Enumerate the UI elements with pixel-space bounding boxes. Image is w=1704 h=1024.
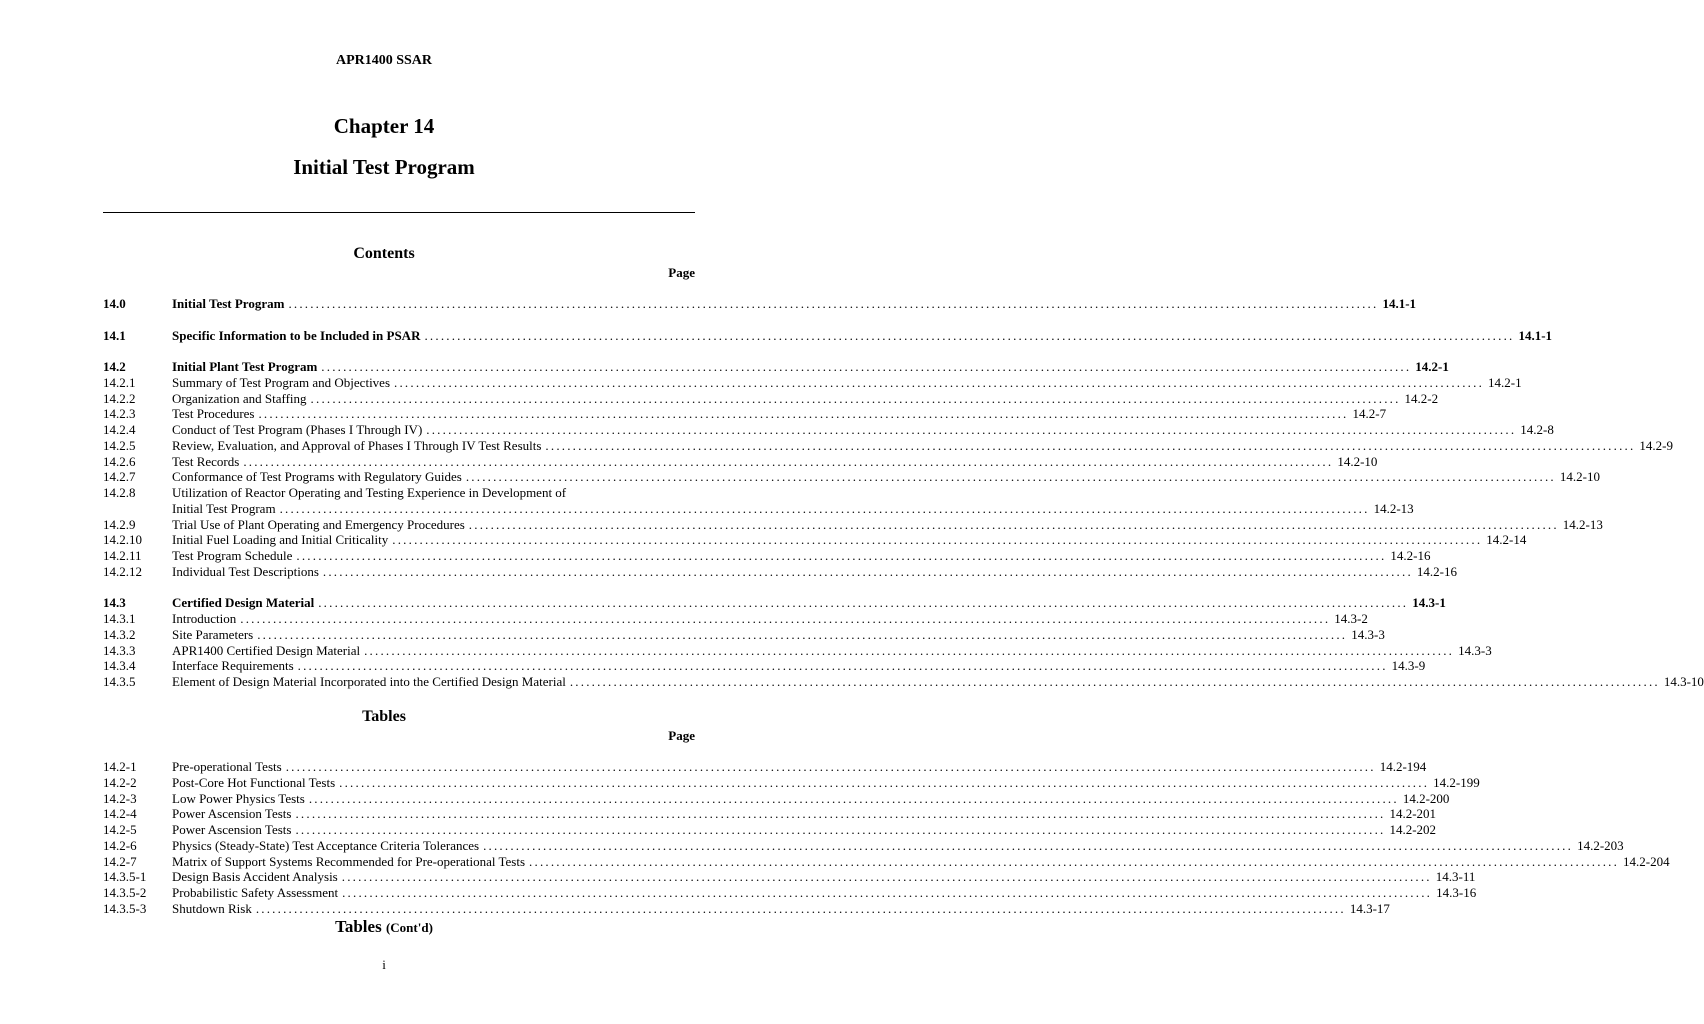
contents-entry[interactable] bbox=[103, 422, 1554, 438]
spacer bbox=[103, 343, 695, 359]
table-entry-number: 14.2-4 bbox=[103, 806, 137, 822]
table-entry-page: 14.2-200 bbox=[1402, 790, 1450, 806]
leader-dots: ........................................................................................................................................................................................................ bbox=[426, 422, 1517, 437]
contents-entry-number: 14.2.10 bbox=[103, 532, 142, 548]
contents-entry[interactable] bbox=[103, 359, 1449, 375]
contents-entry[interactable] bbox=[103, 406, 1387, 422]
contents-entry-page: 14.2-7 bbox=[1352, 406, 1387, 422]
document-header: APR1400 SSAR bbox=[335, 53, 433, 68]
table-entry-number: 14.2-1 bbox=[103, 759, 137, 774]
contents-entry[interactable] bbox=[103, 374, 1522, 391]
spacer bbox=[103, 312, 695, 328]
table-entry[interactable] bbox=[103, 900, 1390, 917]
leader-dots: ........................................................................................................................................................................................................ bbox=[318, 595, 1409, 611]
table-entry-title: Power Ascension Tests bbox=[172, 822, 292, 837]
contents-entry[interactable] bbox=[103, 453, 1378, 470]
leader-dots: ........................................................................................................................................................................................................ bbox=[465, 469, 1556, 485]
contents-entry[interactable] bbox=[103, 548, 1431, 564]
contents-entry-number: 14.3.1 bbox=[103, 611, 136, 626]
contents-entry[interactable] bbox=[103, 485, 695, 501]
contents-entry[interactable] bbox=[103, 437, 1674, 454]
contents-entry[interactable] bbox=[103, 516, 1603, 533]
leader-dots: ........................................................................................................................................................................................................ bbox=[310, 390, 1401, 406]
leader-dots: ........................................................................................................................................................................................................ bbox=[240, 611, 1331, 626]
table-entry-page: 14.2-202 bbox=[1389, 822, 1437, 837]
contents-entry-page: 14.2-16 bbox=[1390, 548, 1431, 563]
leader-dots: ........................................................................................................................................................................................................ bbox=[243, 453, 1334, 469]
contents-entry-page: 14.3-1 bbox=[1412, 595, 1446, 611]
contents-entry-number: 14.0 bbox=[103, 296, 126, 311]
leader-dots: ........................................................................................................................................................................................................ bbox=[545, 437, 1636, 453]
table-entry-page: 14.2-194 bbox=[1379, 759, 1427, 774]
contents-entry-title: Element of Design Material Incorporated into the Certified Design Material bbox=[172, 674, 566, 689]
contents-entry-title: Conformance of Test Programs with Regulatory Guides bbox=[172, 469, 462, 485]
table-entry-page: 14.2-204 bbox=[1623, 853, 1670, 869]
table-entry-page: 14.2-201 bbox=[1389, 806, 1437, 822]
leader-dots: ........................................................................................................................................................................................................ bbox=[468, 516, 1559, 532]
contents-entry-number: 14.2.11 bbox=[103, 548, 142, 563]
contents-entry-page: 14.2-9 bbox=[1639, 437, 1674, 453]
leader-dots: ........................................................................................................................................................................................................ bbox=[424, 327, 1515, 343]
contents-entry-page: 14.3-10 bbox=[1663, 674, 1704, 689]
leader-dots: ........................................................................................................................................................................................................ bbox=[258, 406, 1349, 422]
table-entry-title: Shutdown Risk bbox=[172, 900, 252, 916]
contents-entry[interactable] bbox=[103, 642, 1492, 659]
page-number: i bbox=[382, 957, 386, 972]
table-entry[interactable] bbox=[103, 806, 1437, 822]
table-entry-number: 14.3.5-3 bbox=[103, 900, 147, 916]
contents-entry-page: 14.2-8 bbox=[1520, 422, 1554, 437]
leader-dots: ........................................................................................................................................................................................................ bbox=[279, 500, 1370, 516]
leader-dots: ........................................................................................................................................................................................................ bbox=[257, 626, 1348, 642]
table-entry-title: Design Basis Accident Analysis bbox=[172, 869, 338, 885]
contents-entry-title: Interface Requirements bbox=[172, 658, 294, 674]
table-entry-title: Power Ascension Tests bbox=[172, 806, 292, 822]
contents-entry-page: 14.1-1 bbox=[1382, 296, 1417, 311]
table-entry[interactable] bbox=[103, 853, 1670, 870]
contents-entry-number: 14.2.9 bbox=[103, 516, 136, 532]
table-entry[interactable] bbox=[103, 837, 1624, 854]
table-entry-title: Post-Core Hot Functional Tests bbox=[172, 774, 336, 790]
tables-heading: Tables bbox=[362, 708, 406, 725]
spacer bbox=[103, 580, 695, 596]
tables-continued-heading bbox=[0, 917, 768, 937]
contents-entry[interactable] bbox=[103, 563, 1457, 580]
leader-dots: ........................................................................................................................................................................................................ bbox=[394, 374, 1485, 390]
contents-entry-page: 14.3-3 bbox=[1351, 626, 1385, 642]
table-entry-number: 14.2-6 bbox=[103, 837, 137, 853]
tables-page-column-label: Page bbox=[668, 728, 695, 743]
table-entry[interactable] bbox=[103, 759, 1427, 775]
contents-entry-title: Trial Use of Plant Operating and Emergency Procedures bbox=[172, 516, 465, 532]
contents-entry[interactable] bbox=[103, 469, 1600, 485]
contents-entry-title: Test Records bbox=[172, 453, 240, 469]
table-entry-page: 14.2-203 bbox=[1577, 837, 1624, 853]
contents-entry-page: 14.3-3 bbox=[1458, 642, 1492, 658]
contents-entry[interactable] bbox=[103, 500, 1414, 517]
table-entry-page: 14.3-17 bbox=[1349, 900, 1390, 916]
contents-entry-number: 14.2.3 bbox=[103, 406, 136, 422]
table-entry[interactable] bbox=[103, 774, 1480, 791]
contents-entry-number: 14.2.6 bbox=[103, 453, 136, 469]
contents-entry-page: 14.2-16 bbox=[1416, 563, 1457, 579]
contents-entry-title: Organization and Staffing bbox=[172, 390, 307, 406]
table-entry-number: 14.2-5 bbox=[103, 822, 137, 837]
contents-entry-number: 14.2.2 bbox=[103, 390, 136, 406]
contents-entry-title: Test Procedures bbox=[172, 406, 255, 422]
tables-continued-title: Tables bbox=[335, 917, 382, 936]
leader-dots: ........................................................................................................................................................................................................ bbox=[296, 548, 1387, 563]
contents-heading: Contents bbox=[353, 245, 415, 262]
table-entry-title: Probabilistic Safety Assessment bbox=[172, 885, 339, 900]
contents-entry-number: 14.1 bbox=[103, 327, 126, 343]
contents-entry[interactable] bbox=[103, 626, 1385, 643]
leader-dots: ........................................................................................................................................................................................................ bbox=[392, 532, 1483, 548]
leader-dots: ........................................................................................................................................................................................................ bbox=[342, 885, 1433, 900]
contents-entry-number: 14.3.5 bbox=[103, 674, 136, 689]
table-entry-title: Matrix of Support Systems Recommended for Pre-operational Tests bbox=[172, 853, 526, 869]
contents-entry-number: 14.2.8 bbox=[103, 485, 136, 500]
contents-entry[interactable] bbox=[103, 611, 1368, 627]
leader-dots: ........................................................................................................................................................................................................ bbox=[483, 837, 1574, 853]
leader-dots: ........................................................................................................................................................................................................ bbox=[321, 359, 1412, 374]
contents-entry-number: 14.3 bbox=[103, 595, 126, 611]
horizontal-rule bbox=[103, 212, 695, 213]
table-entry-number: 14.3.5-2 bbox=[103, 885, 147, 900]
contents-entry-page: 14.2-10 bbox=[1337, 453, 1378, 469]
leader-dots: ........................................................................................................................................................................................................ bbox=[529, 853, 1620, 869]
chapter-title: Initial Test Program bbox=[293, 155, 475, 179]
leader-dots: ........................................................................................................................................................................................................ bbox=[341, 869, 1432, 885]
contents-entry-number: 14.3.2 bbox=[103, 626, 136, 642]
contents-entry-title: Initial Test Program bbox=[172, 296, 285, 311]
leader-dots: ........................................................................................................................................................................................................ bbox=[295, 806, 1386, 822]
contents-list bbox=[103, 296, 1704, 690]
table-entry-page: 14.2-199 bbox=[1433, 774, 1480, 790]
contents-entry-page: 14.2-1 bbox=[1415, 359, 1449, 374]
contents-entry-title: Introduction bbox=[172, 611, 237, 626]
leader-dots: ........................................................................................................................................................................................................ bbox=[322, 563, 1413, 579]
contents-entry-page: 14.3-2 bbox=[1334, 611, 1368, 626]
table-entry-page: 14.3-16 bbox=[1436, 885, 1477, 900]
contents-entry-number: 14.2.4 bbox=[103, 422, 136, 437]
contents-entry-number: 14.2.7 bbox=[103, 469, 136, 485]
continued-suffix: (Cont'd) bbox=[385, 920, 433, 935]
contents-entry-title: Certified Design Material bbox=[172, 595, 315, 611]
contents-entry-page: 14.2-13 bbox=[1562, 516, 1603, 532]
contents-entry-number: 14.3.3 bbox=[103, 642, 136, 658]
contents-entry-title: Utilization of Reactor Operating and Testing Experience in Development of bbox=[172, 485, 567, 500]
table-entry[interactable] bbox=[103, 885, 1477, 901]
leader-dots: ........................................................................................................................................................................................................ bbox=[285, 759, 1376, 774]
table-entry-page: 14.3-11 bbox=[1435, 869, 1476, 885]
contents-entry-title: Specific Information to be Included in PSAR bbox=[172, 327, 421, 343]
contents-entry-number: 14.2 bbox=[103, 359, 126, 374]
leader-dots: ........................................................................................................................................................................................................ bbox=[339, 774, 1430, 790]
table-entry-number: 14.2-2 bbox=[103, 774, 137, 790]
contents-entry-page: 14.2-10 bbox=[1559, 469, 1600, 485]
contents-entry[interactable] bbox=[103, 532, 1527, 548]
leader-dots: ........................................................................................................................................................................................................ bbox=[308, 790, 1399, 806]
contents-entry-title: Review, Evaluation, and Approval of Phases I Through IV Test Results bbox=[172, 437, 542, 453]
leader-dots: ........................................................................................................................................................................................................ bbox=[288, 296, 1379, 311]
table-entry-number: 14.2-7 bbox=[103, 853, 137, 869]
table-entry-number: 14.3.5-1 bbox=[103, 869, 147, 885]
contents-entry-title: Summary of Test Program and Objectives bbox=[172, 374, 391, 390]
table-entry[interactable] bbox=[103, 869, 1476, 885]
contents-entry-page: 14.2-2 bbox=[1404, 390, 1439, 406]
contents-entry-number: 14.3.4 bbox=[103, 658, 136, 674]
leader-dots: ........................................................................................................................................................................................................ bbox=[295, 822, 1386, 837]
contents-entry-number: 14.2.12 bbox=[103, 563, 142, 579]
contents-entry-page: 14.2-14 bbox=[1486, 532, 1527, 548]
table-entry[interactable] bbox=[103, 822, 1437, 838]
contents-entry-title: Conduct of Test Program (Phases I Through IV) bbox=[172, 422, 423, 437]
contents-entry-page: 14.1-1 bbox=[1518, 327, 1553, 343]
contents-entry-title: Initial Test Program bbox=[172, 500, 276, 516]
table-entry-number: 14.2-3 bbox=[103, 790, 137, 806]
contents-entry[interactable] bbox=[103, 296, 1417, 312]
contents-entry-page: 14.2-1 bbox=[1488, 374, 1522, 390]
tables-list bbox=[103, 759, 1670, 917]
leader-dots: ........................................................................................................................................................................................................ bbox=[255, 900, 1346, 916]
leader-dots: ........................................................................................................................................................................................................ bbox=[364, 642, 1455, 658]
chapter-label: Chapter 14 bbox=[333, 114, 435, 138]
contents-entry-title: APR1400 Certified Design Material bbox=[172, 642, 361, 658]
contents-entry-number: 14.2.5 bbox=[103, 437, 136, 453]
contents-entry-page: 14.3-9 bbox=[1391, 658, 1426, 674]
contents-entry-number: 14.2.1 bbox=[103, 374, 136, 390]
contents-entry-title: Individual Test Descriptions bbox=[172, 563, 319, 579]
leader-dots: ........................................................................................................................................................................................................ bbox=[569, 674, 1660, 689]
table-entry-title: Pre-operational Tests bbox=[172, 759, 282, 774]
contents-page-column-label: Page bbox=[668, 265, 695, 280]
contents-entry[interactable] bbox=[103, 674, 1704, 690]
contents-entry-title: Initial Plant Test Program bbox=[172, 359, 318, 374]
contents-entry[interactable] bbox=[103, 327, 1553, 344]
contents-entry-page: 14.2-13 bbox=[1373, 500, 1414, 516]
contents-entry-title: Initial Fuel Loading and Initial Criticality bbox=[172, 532, 389, 548]
table-entry[interactable] bbox=[103, 790, 1450, 807]
table-entry-title: Low Power Physics Tests bbox=[172, 790, 305, 806]
contents-entry[interactable] bbox=[103, 390, 1439, 407]
contents-entry[interactable] bbox=[103, 595, 1446, 611]
leader-dots: ........................................................................................................................................................................................................ bbox=[297, 658, 1388, 674]
contents-entry-title: Test Program Schedule bbox=[172, 548, 293, 563]
contents-entry[interactable] bbox=[103, 658, 1426, 674]
contents-entry-title: Site Parameters bbox=[172, 626, 254, 642]
table-entry-title: Physics (Steady-State) Test Acceptance Criteria Tolerances bbox=[172, 837, 480, 853]
